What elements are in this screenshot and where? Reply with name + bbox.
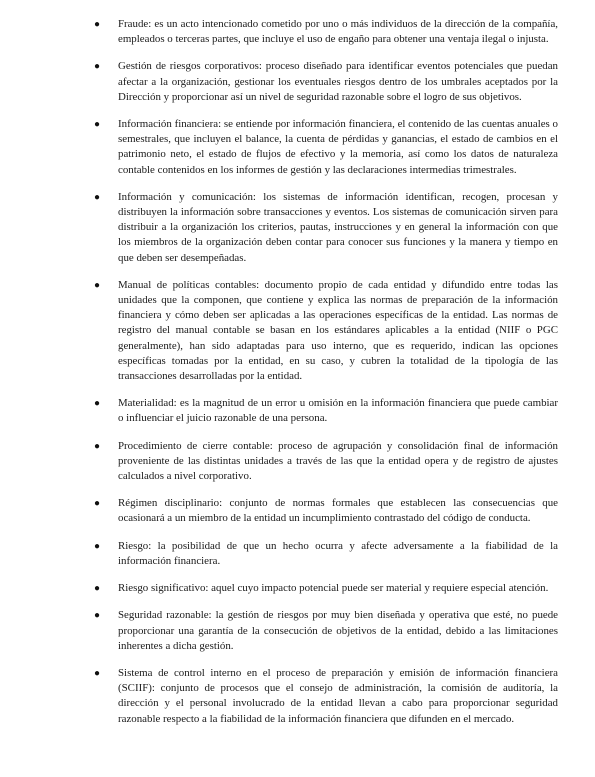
glossary-entry-riesgo-significativo [94, 581, 558, 596]
bullet-icon: ● [94, 440, 101, 452]
glossary-entry-text: Seguridad razonable: la gestión de riesgos por muy bien diseñada y operativa que esté, no puede proporcionar una garantía de la consecución de objetivos de la entidad, debido a las limitaciones inherentes a dicha gestión. [118, 609, 558, 652]
bullet-icon: ● [94, 61, 101, 73]
bullet-icon: ● [94, 498, 101, 510]
glossary-entry-text: Riesgo significativo: aquel cuyo impacto potencial puede ser material y requiere especial atención. [118, 582, 549, 595]
glossary-entry-text: Manual de políticas contables: documento propio de cada entidad y difundido entre todas las unidades que la componen, que contiene y explica las normas de preparación de la información financiera y cómo deben ser aplicadas a las operaciones específicas de la entidad. Las normas de registro del manual contable se basan en los estándares aplicables a la entidad (NIIF o PGC generalmente), han sido adaptadas para uso interno, que es requerido, indican las opciones específicas tomadas por la entidad, en su caso, y cubren la totalidad de la tipología de las transacciones desarrolladas por la entidad. [118, 278, 558, 383]
glossary-entry-riesgo [94, 539, 558, 569]
glossary-entry-fraude [94, 17, 558, 47]
glossary-entry-text: Sistema de control interno en el proceso de preparación y emisión de información financiera (SCIIF): conjunto de procesos que el consejo de administración, la comisión de auditoría, la dirección y el personal involucrado de la entidad llevan a cabo para proporcionar seguridad razonable respecto a la fiabilidad de la información financiera que difunden en el mercado. [118, 666, 558, 725]
glossary-entry-text: Gestión de riesgos corporativos: proceso diseñado para identificar eventos potenciales que puedan afectar a la organización, gestionar los eventuales riesgos dentro de los umbrales aceptados por la Dirección y proporcionar así un nivel de seguridad razonable sobre el logro de sus objetivos. [118, 60, 558, 103]
glossary-entry-informacion-financiera [94, 117, 558, 178]
bullet-icon: ● [94, 583, 101, 595]
glossary-list [94, 17, 558, 739]
glossary-entry-informacion-y-comunicacion [94, 190, 558, 266]
bullet-icon: ● [94, 398, 101, 410]
glossary-entry-text: Materialidad: es la magnitud de un error u omisión en la información financiera que puede cambiar o influenciar el juicio razonable de una persona. [118, 397, 558, 425]
glossary-entry-text: Riesgo: la posibilidad de que un hecho ocurra y afecte adversamente a la fiabilidad de la información financiera. [118, 539, 558, 567]
glossary-entry-text: Información y comunicación: los sistemas de información identifican, recogen, procesan y distribuyen la información sobre transacciones y eventos. Los sistemas de comunicación sirven para distribuir a la organización los criterios, pautas, instrucciones y en general la información con que los miembros de la organización deben contar para conocer sus funciones y la manera y tiempo en que deben ser desempeñadas. [118, 190, 558, 264]
bullet-icon: ● [94, 667, 101, 679]
glossary-entry-text: Fraude: es un acto intencionado cometido por uno o más individuos de la dirección de la compañía, empleados o terceras partes, que incluye el uso de engaño para obtener una ventaja ilegal o injusta. [118, 18, 558, 46]
glossary-entry-text: Procedimiento de cierre contable: proceso de agrupación y consolidación final de información proveniente de las distintas unidades a través de las que la entidad opera y de registro de ajustes calculados a nivel corporativo. [118, 439, 558, 483]
glossary-entry-sciif [94, 666, 558, 727]
bullet-icon: ● [94, 610, 101, 622]
bullet-icon: ● [94, 279, 101, 291]
glossary-entry-materialidad [94, 396, 558, 426]
glossary-entry-regimen-disciplinario [94, 496, 558, 526]
glossary-entry-text: Información financiera: se entiende por información financiera, el contenido de las cuentas anuales o semestrales, que incluyen el balance, la cuenta de pérdidas y ganancias, el estado de cambios en el patrimonio neto, el estado de flujos de efectivo y la memoria, así como los datos de naturaleza contable contenidos en los informes de gestión y las declaraciones intermedias trimestrales. [118, 118, 558, 176]
bullet-icon: ● [94, 540, 101, 552]
glossary-entry-manual-de-politicas [94, 278, 558, 384]
glossary-entry-text: Régimen disciplinario: conjunto de normas formales que establecen las consecuencias que ocasionará a un miembro de la entidad un incumplimiento contrastado del código de conducta. [118, 497, 558, 525]
bullet-icon: ● [94, 19, 101, 30]
glossary-entry-seguridad-razonable [94, 608, 558, 654]
bullet-icon: ● [94, 119, 101, 131]
bullet-icon: ● [94, 191, 101, 203]
glossary-entry-procedimiento-de-cierre [94, 439, 558, 485]
glossary-entry-gestion-de-riesgos [94, 59, 558, 105]
